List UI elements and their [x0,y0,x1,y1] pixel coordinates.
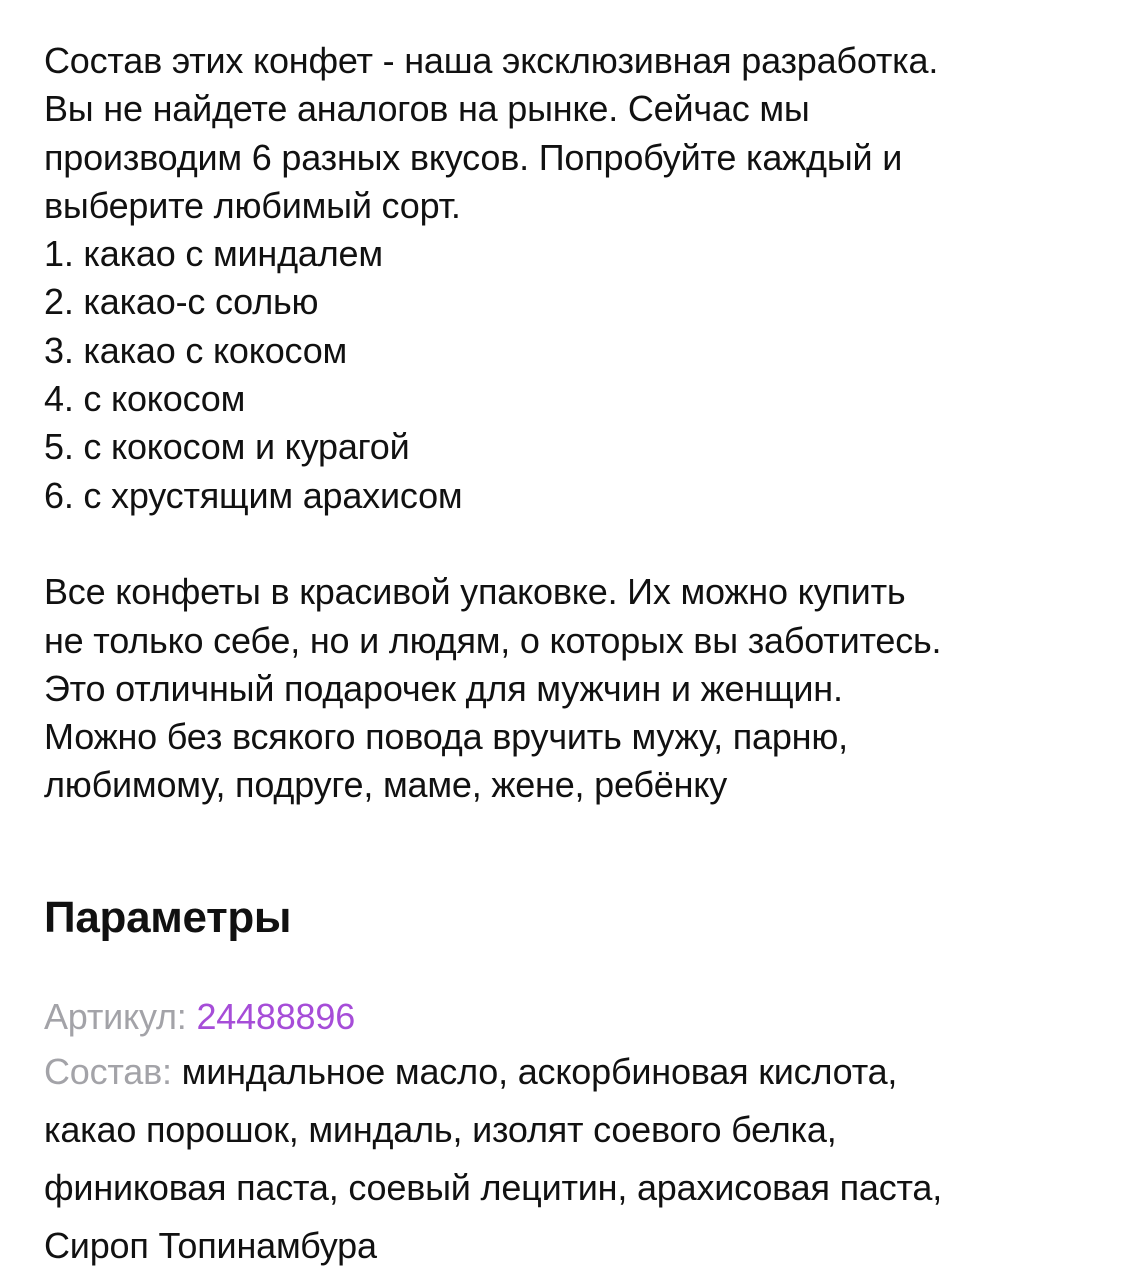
composition-line: какао порошок, миндаль, изолят соевого белка, [44,1109,837,1150]
flavor-item: 6. с хрустящим арахисом [44,474,463,516]
sku-label: Артикул: [44,996,187,1037]
description-line: не только себе, но и людям, о которых вы заботитесь. [44,619,942,661]
description-line: любимому, подруге, маме, жене, ребёнку [44,764,728,806]
composition-row [44,1043,1124,1275]
flavor-item: 3. какао с кокосом [44,329,348,371]
description-line: Это отличный подарочек для мужчин и женщин. [44,667,843,709]
composition-line: Сироп Топинамбура [44,1225,377,1266]
parameters-list [44,991,1124,1275]
paragraph-spacer [44,520,1124,568]
composition-line: финиковая паста, соевый лецитин, арахисовая паста, [44,1167,943,1208]
description-line: Все конфеты в красивой упаковке. Их можно купить [44,571,906,613]
description-line: производим 6 разных вкусов. Попробуйте каждый и [44,136,903,178]
description-line: Можно без всякого повода вручить мужу, парню, [44,716,848,758]
sku-value[interactable]: 24488896 [196,996,356,1037]
flavor-item: 4. с кокосом [44,378,246,420]
parameters-heading: Параметры [44,893,292,942]
composition-line: миндальное масло, аскорбиновая кислота, [171,1051,898,1092]
flavor-item: 5. с кокосом и курагой [44,426,410,468]
product-description [44,37,1124,810]
flavor-item: 2. какао-с солью [44,281,319,323]
description-line: Вы не найдете аналогов на рынке. Сейчас мы [44,88,810,130]
flavor-item: 1. какао с миндалем [44,233,383,275]
sku-row [44,991,1124,1043]
composition-label: Состав: [44,1051,172,1092]
description-line: Состав этих конфет - наша эксклюзивная разработка. [44,40,939,81]
description-line: выберите любимый сорт. [44,184,461,226]
